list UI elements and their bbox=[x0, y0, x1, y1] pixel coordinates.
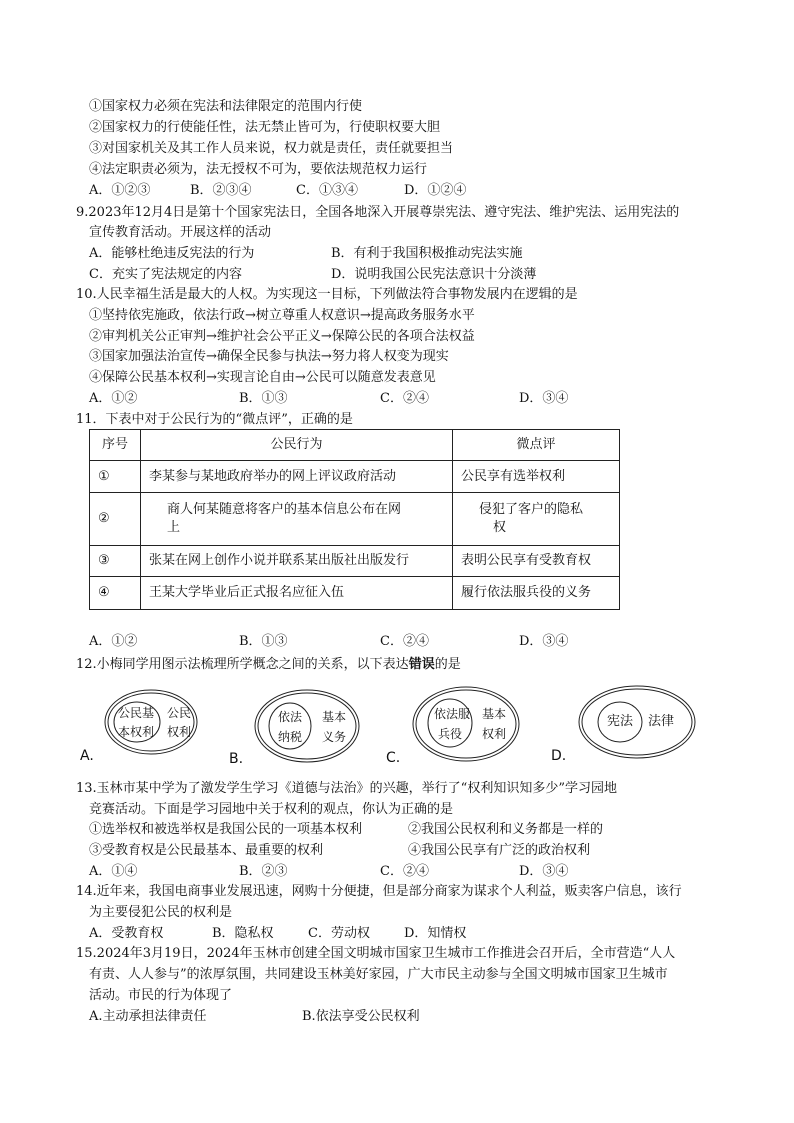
q10-stem: 10.人民幸福生活是最大的人权。为实现这一目标，下列做法符合事物发展内在逻辑的是 bbox=[76, 287, 578, 302]
q12-diagram-b-shapes bbox=[254, 688, 364, 768]
q13-item-2: ②我国公民权利和义务都是一样的 bbox=[408, 822, 604, 837]
q14-option-d: D．知情权 bbox=[404, 926, 467, 941]
q13-stem-line1: 13.玉林市某中学为了激发学生学习《道德与法治》的兴趣，举行了“权利知识知多少”学习园地 bbox=[76, 781, 617, 796]
q8-option-d: D．①②④ bbox=[404, 183, 467, 198]
q10-option-d: D．③④ bbox=[519, 391, 569, 406]
q10-item-4: ④保障公民基本权利→实现言论自由→公民可以随意发表意见 bbox=[89, 370, 436, 385]
q10-option-a: A．①② bbox=[89, 391, 138, 406]
q9-stem-line2: 宣传教育活动。开展这样的活动 bbox=[89, 225, 272, 240]
q11-row1-review: 公民享有选举权利 bbox=[453, 461, 620, 493]
q13-item-4: ④我国公民享有广泛的政治权利 bbox=[408, 843, 591, 858]
q13-option-c: C．②④ bbox=[380, 864, 429, 879]
q8-item-4: ④法定职责必须为，法无授权不可为，要依法规范权力运行 bbox=[89, 162, 428, 177]
q11-row2-review-line2: 权 bbox=[493, 520, 507, 535]
q12-label-a: A. bbox=[80, 748, 94, 764]
table-row bbox=[90, 546, 620, 577]
q12-stem-bold: 错误 bbox=[408, 657, 435, 672]
q14-option-b: B．隐私权 bbox=[212, 926, 274, 941]
q12-b-text3: 基本 bbox=[322, 710, 347, 724]
q10-option-c: C．②④ bbox=[380, 391, 429, 406]
q11-stem: 11．下表中对于公民行为的“微点评”，正确的是 bbox=[76, 412, 353, 427]
q12-diagram-a-shapes bbox=[104, 688, 204, 758]
q12-b-text1: 依法 bbox=[278, 710, 303, 724]
q14-option-a: A．受教育权 bbox=[89, 926, 164, 941]
q11-row4-review: 履行依法服兵役的义务 bbox=[453, 577, 620, 610]
q11-row1-act: 李某参与某地政府举办的网上评议政府活动 bbox=[141, 461, 453, 493]
q12-c-text1: 依法服 bbox=[434, 707, 471, 721]
q11-row4-act: 王某大学毕业后正式报名应征入伍 bbox=[141, 577, 453, 610]
q12-stem-post: 的是 bbox=[434, 657, 461, 672]
q12-d-text1: 宪法 bbox=[607, 714, 634, 729]
q11-row3-no: ③ bbox=[90, 546, 141, 577]
q15-option-a: A.主动承担法律责任 bbox=[89, 1009, 207, 1024]
q12-diagram-b bbox=[254, 688, 364, 772]
q11-header-no: 序号 bbox=[90, 430, 141, 461]
q8-option-a: A．①②③ bbox=[89, 183, 151, 198]
q11-row2-review bbox=[453, 493, 620, 546]
table-row bbox=[90, 493, 620, 546]
q11-header-act: 公民行为 bbox=[141, 430, 453, 461]
q12-a-text4: 权利 bbox=[167, 725, 192, 739]
q12-b-text2: 纳税 bbox=[278, 730, 303, 744]
q9-option-c: C．充实了宪法规定的内容 bbox=[89, 267, 242, 282]
q11-option-b: B．①③ bbox=[239, 634, 288, 649]
q8-item-3: ③对国家机关及其工作人员来说，权力就是责任，责任就要担当 bbox=[89, 141, 454, 156]
table-row bbox=[90, 461, 620, 493]
q11-row2-review-line1: 侵犯了客户的隐私 bbox=[479, 502, 584, 517]
q12-d-text2: 法律 bbox=[648, 714, 675, 729]
q11-option-a: A．①② bbox=[89, 634, 138, 649]
q13-option-d: D．③④ bbox=[519, 864, 569, 879]
q9-option-b: B．有利于我国积极推动宪法实施 bbox=[331, 246, 523, 261]
q12-a-text1: 公民基 bbox=[118, 706, 155, 720]
q10-item-1: ①坚持依宪施政，依法行政→树立尊重人权意识→提高政务服务水平 bbox=[89, 308, 475, 323]
q11-header-review: 微点评 bbox=[453, 430, 620, 461]
q11-row2-act-line2: 上 bbox=[167, 520, 181, 535]
q14-stem-line2: 为主要侵犯公民的权利是 bbox=[89, 905, 233, 920]
q12-c-text2: 兵役 bbox=[438, 727, 463, 741]
q11-option-c: C．②④ bbox=[380, 634, 429, 649]
q13-stem-line2: 竞赛活动。下面是学习园地中关于权利的观点，你认为正确的是 bbox=[89, 802, 454, 817]
q15-option-b: B.依法享受公民权利 bbox=[302, 1009, 420, 1024]
q12-label-d: D. bbox=[551, 748, 567, 764]
q12-c-text3: 基本 bbox=[482, 707, 507, 721]
table-row bbox=[90, 577, 620, 610]
q11-row2-no: ② bbox=[90, 493, 141, 546]
q10-item-2: ②审判机关公正审判→维护社会公平正义→保障公民的各项合法权益 bbox=[89, 329, 475, 344]
q12-label-b: B. bbox=[229, 751, 244, 767]
q11-row2-act-line1: 商人何某随意将客户的基本信息公布在网 bbox=[167, 502, 402, 517]
q13-option-a: A．①④ bbox=[89, 864, 138, 879]
q11-row4-no: ④ bbox=[90, 577, 141, 610]
q8-option-b: B．②③④ bbox=[190, 183, 252, 198]
q8-item-1: ①国家权力必须在宪法和法律限定的范围内行使 bbox=[89, 99, 363, 114]
q11-row3-act: 张某在网上创作小说并联系某出版社出版发行 bbox=[141, 546, 453, 577]
q12-a-text3: 公民 bbox=[167, 706, 192, 720]
q11-row1-no: ① bbox=[90, 461, 141, 493]
q12-stem-pre: 12.小梅同学用图示法梳理所学概念之间的关系，以下表达 bbox=[76, 657, 409, 672]
q9-stem-line1: 9.2023年12月4日是第十个国家宪法日，全国各地深入开展尊崇宪法、遵守宪法、维护宪法、运用宪法的 bbox=[76, 205, 680, 220]
q12-stem bbox=[76, 656, 461, 674]
q12-diagram-d-shapes bbox=[577, 684, 701, 764]
q11-table-header-row bbox=[90, 430, 620, 461]
q10-item-3: ③国家加强法治宣传→确保全民参与执法→努力将人权变为现实 bbox=[89, 349, 449, 364]
q15-stem-line1: 15.2024年3月19日，2024年玉林市创建全国文明城市国家卫生城市工作推进会召开后，全市营造“人人 bbox=[76, 946, 676, 961]
q8-option-c: C．①③④ bbox=[296, 183, 358, 198]
q8-item-2: ②国家权力的行使能任性，法无禁止皆可为，行使职权要大胆 bbox=[89, 120, 441, 135]
q12-label-c: C. bbox=[386, 750, 401, 766]
q11-option-d: D．③④ bbox=[519, 634, 569, 649]
q13-item-3: ③受教育权是公民最基本、最重要的权利 bbox=[89, 843, 324, 858]
q15-stem-line2: 有责、人人参与”的浓厚氛围，共同建设玉林美好家园，广大市民主动参与全国文明城市国家卫生城市 bbox=[89, 967, 668, 982]
q12-b-text4: 义务 bbox=[322, 730, 347, 744]
q14-stem-line1: 14.近年来，我国电商事业发展迅速，网购十分便捷，但是部分商家为谋求个人利益，贩卖客户信息，该行 bbox=[76, 884, 682, 899]
q13-item-1: ①选举权和被选举权是我国公民的一项基本权利 bbox=[89, 822, 363, 837]
q9-option-d: D．说明我国公民宪法意识十分淡薄 bbox=[331, 267, 537, 282]
q11-row2-act bbox=[141, 493, 453, 546]
q14-option-c: C．劳动权 bbox=[308, 926, 370, 941]
q9-option-a: A．能够杜绝违反宪法的行为 bbox=[89, 246, 255, 261]
q11-table bbox=[89, 429, 620, 610]
q12-diagram-a bbox=[104, 688, 204, 762]
q12-diagram-c bbox=[412, 686, 522, 770]
q12-diagram-d bbox=[577, 684, 701, 768]
q15-stem-line3: 活动。市民的行为体现了 bbox=[89, 988, 233, 1003]
q10-option-b: B．①③ bbox=[239, 391, 288, 406]
q11-row3-review: 表明公民享有受教育权 bbox=[453, 546, 620, 577]
q12-c-text4: 权利 bbox=[482, 727, 507, 741]
q13-option-b: B．②③ bbox=[239, 864, 288, 879]
q12-a-text2: 本权利 bbox=[118, 725, 155, 739]
